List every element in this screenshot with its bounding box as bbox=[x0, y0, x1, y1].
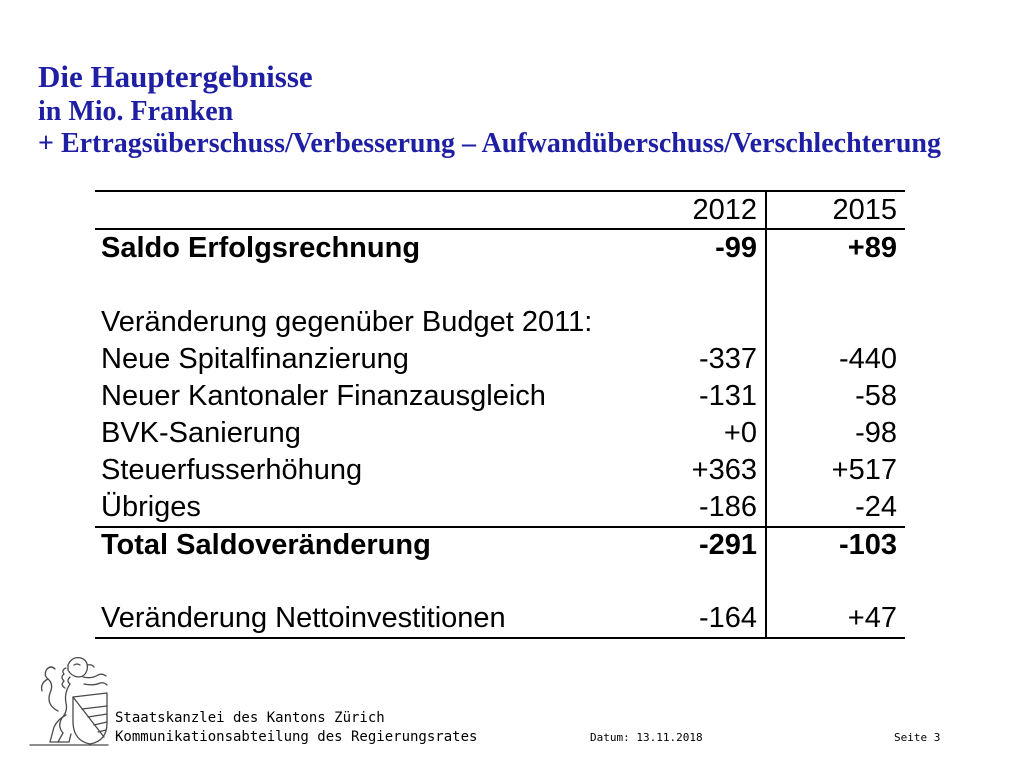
value-2015: -58 bbox=[855, 380, 897, 412]
table-row bbox=[95, 452, 905, 489]
value-2012: -164 bbox=[698, 602, 757, 634]
table-row bbox=[95, 489, 905, 526]
value-2012: +0 bbox=[723, 417, 757, 449]
value-2012: -99 bbox=[715, 232, 757, 264]
row-label: Saldo Erfolgsrechnung bbox=[101, 232, 421, 264]
table-row bbox=[95, 600, 905, 637]
value-2015: +517 bbox=[831, 454, 897, 486]
slide-date: Datum: 13.11.2018 bbox=[590, 731, 703, 744]
row-label: Neuer Kantonaler Finanzausgleich bbox=[101, 380, 546, 412]
row-label: Übriges bbox=[101, 491, 201, 523]
spacer-row bbox=[95, 267, 905, 304]
value-2015: -440 bbox=[838, 343, 897, 375]
coat-of-arms-icon bbox=[28, 653, 110, 747]
value-2012: -291 bbox=[698, 529, 757, 561]
value-2015: -98 bbox=[855, 417, 897, 449]
value-2015: -24 bbox=[855, 491, 897, 523]
table-header-row bbox=[95, 192, 905, 230]
results-table bbox=[95, 190, 905, 639]
sign-legend: + Ertragsüberschuss/Verbesserung – Aufwandüberschuss/Verschlechterung bbox=[38, 128, 941, 159]
row-label: Neue Spitalfinanzierung bbox=[101, 343, 409, 375]
row-label: Steuerfusserhöhung bbox=[101, 454, 363, 486]
spacer-row bbox=[95, 563, 905, 600]
row-label: BVK-Sanierung bbox=[101, 417, 301, 449]
column-divider bbox=[765, 192, 767, 637]
value-2012: -131 bbox=[698, 380, 757, 412]
table-row bbox=[95, 341, 905, 378]
row-label: Total Saldoveränderung bbox=[101, 529, 431, 561]
value-2015: +47 bbox=[847, 602, 897, 634]
slide-title: Die Hauptergebnisse bbox=[38, 59, 313, 94]
value-2015: -103 bbox=[838, 529, 897, 561]
value-2012: -337 bbox=[698, 343, 757, 375]
table-row bbox=[95, 415, 905, 452]
value-2012: +363 bbox=[691, 454, 757, 486]
row-label: Veränderung gegenüber Budget 2011: bbox=[101, 306, 593, 338]
unit-note: in Mio. Franken bbox=[38, 96, 234, 127]
total-row bbox=[95, 526, 905, 563]
table-row bbox=[95, 378, 905, 415]
table-row bbox=[95, 230, 905, 267]
organisation-name: Staatskanzlei des Kantons Zürich bbox=[115, 710, 385, 726]
row-label: Veränderung Nettoinvestitionen bbox=[101, 602, 506, 634]
page-number: Seite 3 bbox=[894, 731, 941, 744]
department-name: Kommunikationsabteilung des Regierungsrates bbox=[115, 729, 478, 745]
column-header-2012: 2012 bbox=[692, 194, 757, 226]
value-2015: +89 bbox=[847, 232, 897, 264]
table-row bbox=[95, 304, 905, 341]
value-2012: -186 bbox=[698, 491, 757, 523]
column-header-2015: 2015 bbox=[832, 194, 897, 226]
